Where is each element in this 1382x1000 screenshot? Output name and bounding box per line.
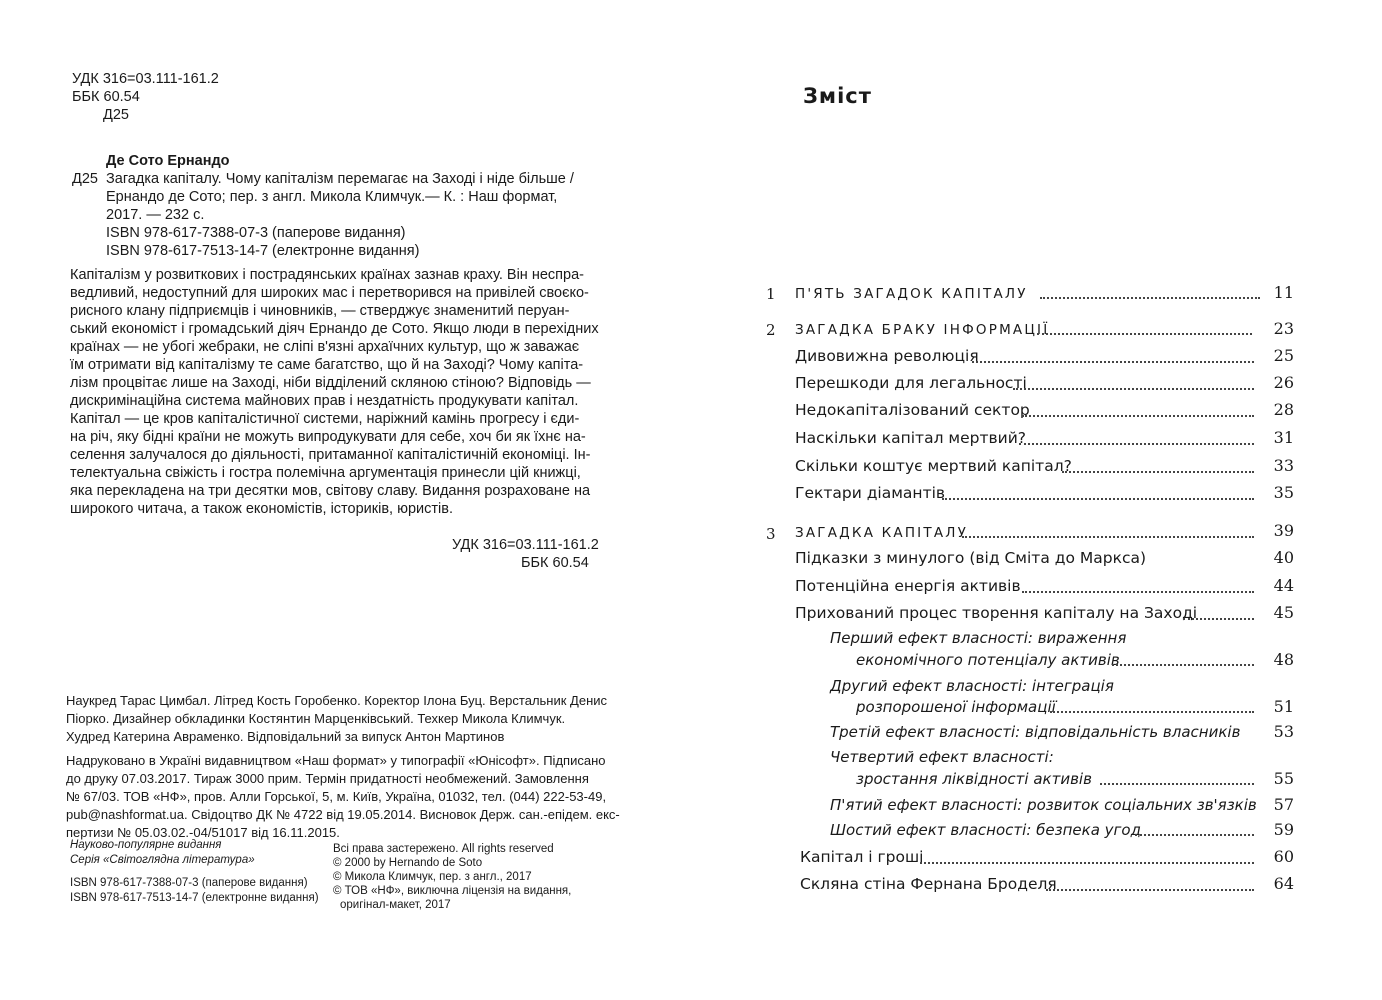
page-number: 48 [1273,650,1294,669]
toc-entry[interactable] [0,697,1382,723]
annotation-line: на річ, яку бідні країни не можуть випродукувати для себе, хоч би як їхнє на- [70,429,586,445]
toc-entry[interactable] [0,400,1382,426]
print-line: Надруковано в Україні видавництвом «Наш формат» у типографії «Юнісофт». Підписано [66,753,606,768]
annotation-line: рисного клану підприємців і чиновників, — стверджує знаменитий перуан- [70,303,570,319]
annotation-line: їм отримати від капіталізму те саме багатство, що й на Заході? Чому капіта- [70,357,584,373]
toc-entry[interactable] [0,428,1382,454]
annotation-line: країнах — не убогі жебраки, не сліпі в'язні архаїчних культур, що ж заважає [70,339,580,355]
section-title: Скляна стіна Фернана Броделя [800,875,1057,893]
section-title: Недокапіталізований сектор [795,401,1030,419]
toc-entry[interactable] [0,456,1382,482]
rights-line: © Микола Климчук, пер. з англ., 2017 [333,871,532,883]
chapter-number: 2 [766,321,776,339]
annotation-line: ведливий, недоступний для широких мас і перетворився на привілей своєко- [70,285,589,301]
section-title: Перешкоди для легальності [795,374,1027,392]
leader-dots [942,498,1254,500]
rights-line: © 2000 by Hernando de Soto [333,857,483,869]
page-number: 23 [1273,319,1294,338]
annotation-line: селення залучалося до діяльності, притаманної капіталістичній економіці. Ін- [70,447,591,463]
leader-dots [972,361,1254,363]
leader-dots [1037,333,1252,335]
leader-dots [1022,591,1254,593]
subsection-title: зростання ліквідності активів [856,770,1092,788]
subsection-title: розпорошеної інформації [856,698,1056,716]
credits-line: Піорко. Дизайнер обкладинки Костянтин Марценківський. Техкер Микола Климчук. [66,711,566,726]
page-number: 35 [1273,483,1294,502]
biblio-line: Загадка капіталу. Чому капіталізм перемагає на Заході і ніде більше / [106,171,574,187]
subsection-title: Шостий ефект власності: безпека угод [830,821,1141,839]
biblio-line: ISBN 978-617-7513-14-7 (електронне видання) [106,243,420,259]
leader-dots [1050,711,1254,713]
page-number: 28 [1273,400,1294,419]
page-number: 60 [1273,847,1294,866]
leader-dots [1046,889,1254,891]
leader-dots [1183,618,1254,620]
isbn-line: ISBN 978-617-7388-07-3 (паперове видання) [70,877,308,889]
section-title: Гектари діамантів [795,484,946,502]
toc-entry[interactable] [0,373,1382,399]
biblio-line: ISBN 978-617-7388-07-3 (паперове видання) [106,225,406,241]
toc-entry[interactable] [0,548,1382,574]
subsection-title: економічного потенціалу активів [856,651,1120,669]
section-title: Дивовижна революція [795,347,979,365]
chapter-number: 1 [766,285,776,303]
chapter-title: ЗАГАДКА КАПІТАЛУ [795,525,969,541]
toc-entry[interactable] [0,346,1382,372]
print-line: до друку 07.03.2017. Тираж 3000 прим. Термін придатності необмежений. Замовлення [66,771,589,786]
biblio-line: 2017. — 232 с. [106,207,205,223]
section-title: Скільки коштує мертвий капітал? [795,457,1072,475]
series-line: Серія «Світоглядна література» [70,854,255,866]
page-number: 26 [1273,373,1294,392]
page-number: 64 [1273,874,1294,893]
toc-entry[interactable] [0,319,1382,345]
annotation-line: дискримінаційна система майнових прав і нездатність продукувати капітал. [70,393,579,409]
section-title: Прихований процес творення капіталу на Заході [795,604,1198,622]
author-name: Де Сото Ернандо [106,153,230,169]
annotation-line: ський економіст і громадський діяч Ернандо де Сото. Якщо люди в перехідних [70,321,599,337]
biblio-line: Ернандо де Сото; пер. з англ. Микола Климчук.— К. : Наш формат, [106,189,558,205]
chapter-number: 3 [766,525,776,543]
page-number: 33 [1273,456,1294,475]
toc-entry[interactable] [0,820,1382,846]
toc-entry[interactable] [0,769,1382,795]
page-number: 57 [1273,795,1294,814]
page-number: 51 [1273,697,1294,716]
toc-entry[interactable] [0,483,1382,509]
leader-dots [1112,664,1254,666]
leader-dots [1040,297,1260,299]
toc-entry[interactable] [0,283,1382,309]
section-title: Потенційна енергія активів [795,577,1021,595]
leader-dots [1019,443,1254,445]
leader-dots [962,536,1254,538]
subsection-title: Другий ефект власності: інтеграція [830,677,1114,695]
toc-entry[interactable] [0,722,1382,748]
page-number: 55 [1273,769,1294,788]
bbk-code-2: ББК 60.54 [521,555,589,571]
section-title: Наскільки капітал мертвий? [795,429,1027,447]
print-line: pub@nashformat.ua. Свідоцтво ДК № 4722 від 19.05.2014. Висновок Держ. сан.-епідем. екс- [66,807,620,822]
leader-dots [1062,471,1254,473]
subsection-title: Перший ефект власності: вираження [830,629,1127,647]
rights-line: Всі права застережено. All rights reserved [333,843,554,855]
page-number: 59 [1273,820,1294,839]
rights-line: оригінал-макет, 2017 [340,899,451,911]
leader-dots [1022,415,1254,417]
author-code: Д25 [103,107,129,123]
toc-title: Зміст [803,84,872,108]
toc-entry[interactable] [0,795,1382,821]
page-number: 39 [1273,521,1294,540]
print-line: пертизи № 05.03.02.-04/51017 від 16.11.2015. [66,825,340,840]
chapter-title: П'ЯТЬ ЗАГАДОК КАПІТАЛУ [795,286,1028,302]
leader-dots [1100,783,1254,785]
udk-code: УДК 316=03.111-161.2 [72,71,219,87]
leader-dots [1013,388,1254,390]
credits-line: Наукред Тарас Цимбал. Літред Кость Горобенко. Коректор Ілона Буц. Верстальник Денис [66,693,608,708]
toc-entry[interactable] [0,603,1382,629]
page-number: 44 [1273,576,1294,595]
annotation-line: яка перекладена на три десятки мов, світову славу. Видання розраховане на [70,483,591,499]
series-line: Науково-популярне видання [70,839,222,851]
subsection-title: Третій ефект власності: відповідальність власників [830,723,1241,741]
toc-entry[interactable] [0,650,1382,676]
udk-code-2: УДК 316=03.111-161.2 [452,537,599,553]
biblio-code: Д25 [72,171,98,187]
page-number: 11 [1273,283,1294,302]
credits-line: Худред Катерина Авраменко. Відповідальний за випуск Антон Мартинов [66,729,505,744]
rights-line: © ТОВ «НФ», виключна ліцензія на видання, [333,885,572,897]
toc-entry[interactable] [0,576,1382,602]
toc-entry[interactable] [0,874,1382,900]
toc-entry[interactable] [0,521,1382,547]
section-title: Капітал і гроші [800,848,924,866]
page-number: 25 [1273,346,1294,365]
leader-dots [920,862,1254,864]
annotation-line: Капітал — це кров капіталістичної системи, наріжний камінь прогресу і єди- [70,411,580,427]
subsection-title: П'ятий ефект власності: розвиток соціальних зв'язків [830,796,1257,814]
chapter-title: ЗАГАДКА БРАКУ ІНФОРМАЦІЇ [795,322,1050,338]
isbn-line: ISBN 978-617-7513-14-7 (електронне видання) [70,892,319,904]
annotation-line: лізм процвітає лише на Заході, ніби відділений скляною стіною? Відповідь — [70,375,591,391]
section-title: Підказки з минулого (від Сміта до Маркса) [795,549,1147,567]
subsection-title: Четвертий ефект власності: [830,748,1054,766]
page-number: 40 [1273,548,1294,567]
leader-dots [1135,834,1254,836]
annotation-line: широкого читача, а також економістів, істориків, юристів. [70,501,453,517]
bbk-code: ББК 60.54 [72,89,140,105]
annotation-line: Капіталізм у розвиткових і пострадянських країнах зазнав краху. Він неспра- [70,267,584,283]
page-number: 53 [1273,722,1294,741]
toc-entry[interactable] [0,847,1382,873]
annotation-line: телектуальна свіжість і гостра полемічна аргументація принесли цій книжці, [70,465,581,481]
page-number: 31 [1273,428,1294,447]
print-line: № 67/03. ТОВ «НФ», пров. Алли Горської, 5, м. Київ, Україна, 01032, тел. (044) 222-53-49, [66,789,607,804]
page-number: 45 [1273,603,1294,622]
